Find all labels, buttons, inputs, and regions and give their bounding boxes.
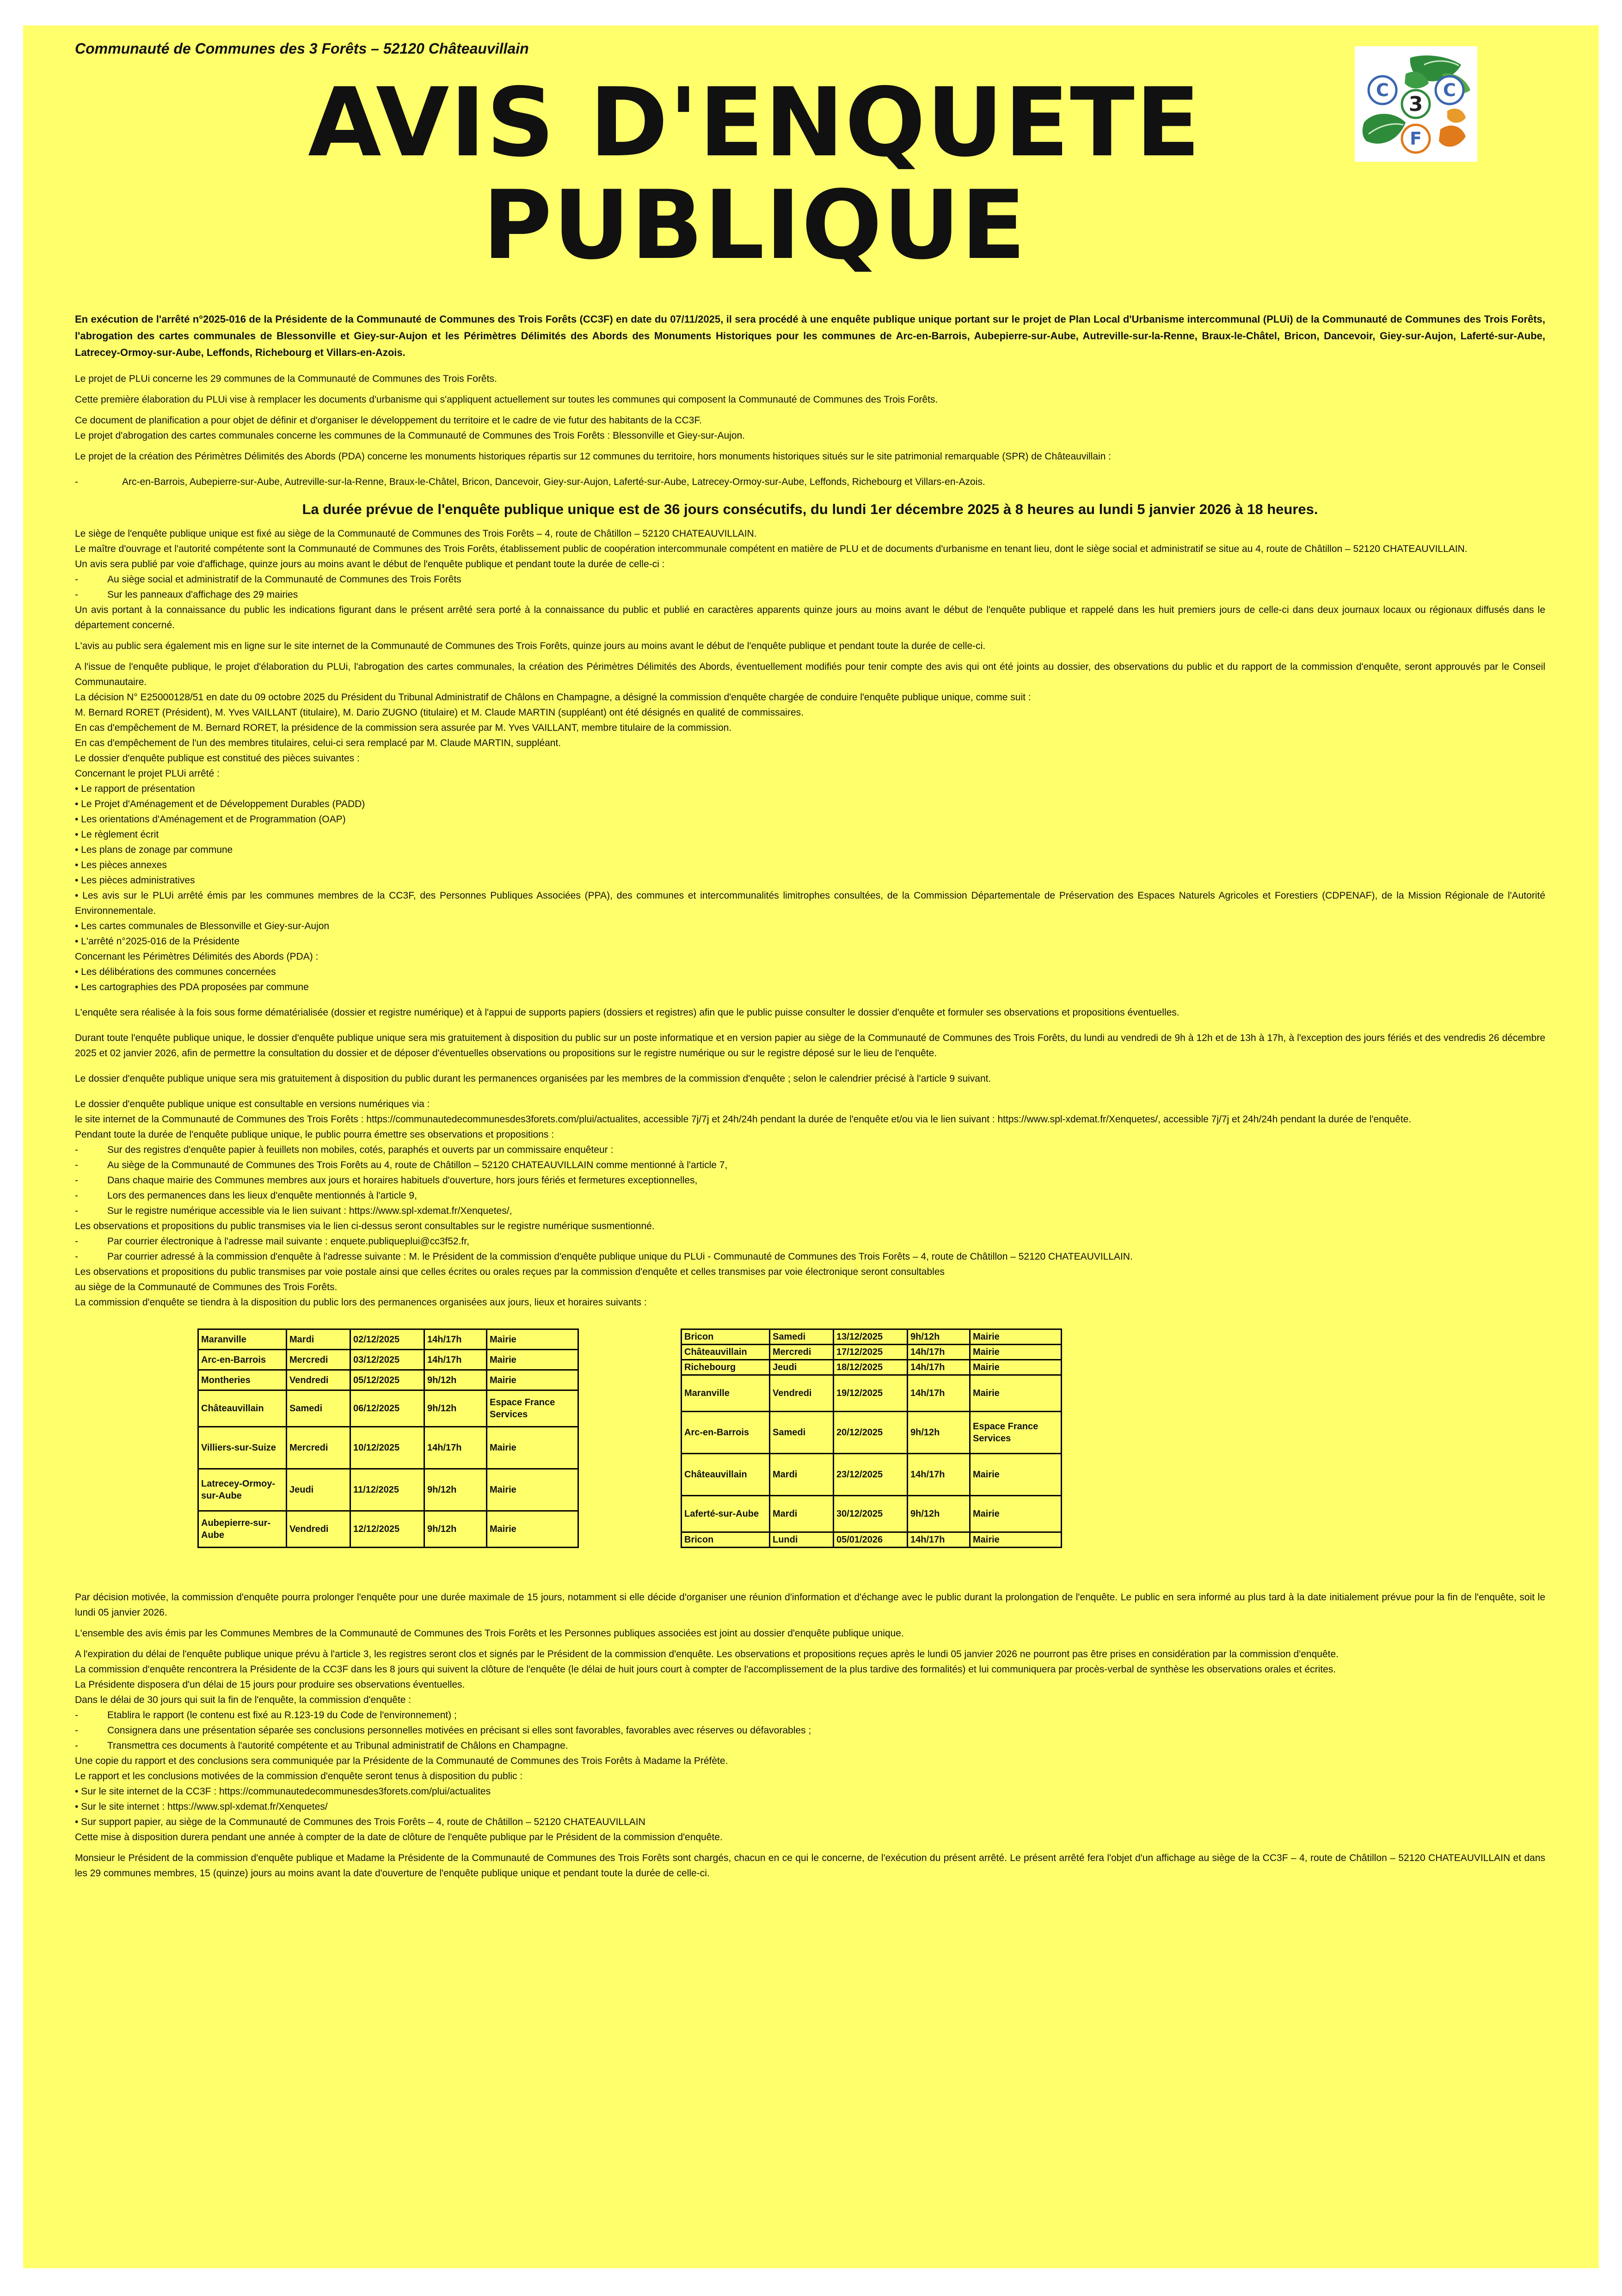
table-cell: 14h/17h: [908, 1345, 970, 1360]
table-row: [198, 1427, 578, 1469]
table-cell: Mairie: [970, 1329, 1062, 1345]
permanences-table-right: [681, 1329, 1062, 1548]
table-cell: 14h/17h: [908, 1532, 970, 1548]
table-row: [198, 1370, 578, 1390]
table-cell: 18/12/2025: [834, 1360, 908, 1375]
paragraph: La décision N° E25000128/51 en date du 09 octobre 2025 du Président du Tribunal Administratif de Châlons en Champagne, a désigné la commission d'enquête chargée de conduire l'enquête publique unique, comme suit :: [75, 692, 1031, 703]
paragraph: Le siège de l'enquête publique unique est fixé au siège de la Communauté de Communes des Trois Forêts – 4, route de Châtillon – 52120 CHATEAUVILLAIN.: [75, 528, 757, 539]
table-cell: Mercredi: [287, 1427, 350, 1469]
table-cell: 13/12/2025: [834, 1329, 908, 1345]
table-cell: Mardi: [287, 1329, 350, 1350]
table-cell: 9h/12h: [424, 1370, 487, 1390]
list-item: - Transmettra ces documents à l'autorité compétente et au Tribunal administratif de Châlons en Champagne.: [75, 1740, 568, 1751]
list-item: • Sur le site internet : https://www.spl-xdemat.fr/Xenquetes/: [75, 1801, 328, 1812]
paragraph: La commission d'enquête se tiendra à la disposition du public lors des permanences organisées aux jours, lieux et horaires suivants :: [75, 1297, 647, 1308]
table-row: [198, 1511, 578, 1548]
paragraph: au siège de la Communauté de Communes des Trois Forêts.: [75, 1282, 338, 1292]
table-row: [198, 1350, 578, 1370]
list-item: • Les cartographies des PDA proposées par commune: [75, 982, 309, 992]
table-cell: 20/12/2025: [834, 1412, 908, 1454]
list-item: • Les pièces administratives: [75, 875, 195, 886]
table-cell: 14h/17h: [424, 1350, 487, 1370]
intro-paragraph: En exécution de l'arrêté n°2025-016 de la Présidente de la Communauté de Communes des Trois Forêts (CC3F) en date du 07/11/2025, il sera procédé à une enquête publique unique portant sur le projet de Plan Local d'Urbanisme intercommunal (PLUi) de la Communauté de Communes des Trois Forêts, l'abrogation des cartes communales de Blessonville et Giey-sur-Aujon et les Périmètres Délimités des Abords des Monuments Historiques pour les communes de Arc-en-Barrois, Aubepierre-sur-Aube, Autreville-sur-la-Renne, Braux-le-Châtel, Bricon, Dancevoir, Giey-sur-Aujon, Laferté-sur-Aube, Latrecey-Ormoy-sur-Aube, Leffonds, Richebourg et Villars-en-Azois.: [75, 313, 1545, 358]
paragraph: Durant toute l'enquête publique unique, le dossier d'enquête publique unique sera mis gratuitement à disposition du public sur un poste informatique et en version papier au siège de la Communauté de Communes des Trois Forêts, du lundi au vendredi de 9h à 12h et de 13h à 17h, à l'exception des jours fériés et des vendredis 26 décembre 2025 et 02 janvier 2026, afin de permettre la consultation du dossier et de déposer d'éventuelles observations ou propositions sur le registre numérique ou sur le registre déposé sur le lieu de l'enquête.: [75, 1033, 1545, 1059]
paragraph: M. Bernard RORET (Président), M. Yves VAILLANT (titulaire), M. Dario ZUGNO (titulaire) et M. Claude MARTIN (suppléant) ont été désignés en qualité de commissaires.: [75, 707, 804, 718]
table-cell: 12/12/2025: [350, 1511, 424, 1548]
table-cell: 14h/17h: [424, 1427, 487, 1469]
table-cell: Mairie: [970, 1532, 1062, 1548]
permanences-table-left: [197, 1329, 579, 1548]
table-cell: 02/12/2025: [350, 1329, 424, 1350]
paragraph: Cette première élaboration du PLUi vise à remplacer les documents d'urbanisme qui s'appliquent actuellement sur toutes les communes qui composent la Communauté de Communes des Trois Forêts.: [75, 394, 938, 405]
list-item: - Au siège de la Communauté de Communes des Trois Forêts au 4, route de Châtillon – 52120 CHATEAUVILLAIN comme mentionné à l'article 7,: [75, 1160, 728, 1170]
table-cell: Montheries: [198, 1370, 287, 1390]
table-cell: 19/12/2025: [834, 1375, 908, 1412]
paragraph: Un avis portant à la connaissance du public les indications figurant dans le présent arrêté sera porté à la connaissance du public et publié en caractères apparents quinze jours au moins avant le début de l'enquête publique et rappelé dans les huit premiers jours de celle-ci dans deux journaux locaux ou régionaux diffusés dans le département concerné.: [75, 605, 1545, 631]
list-item: - Sur des registres d'enquête papier à feuillets non mobiles, cotés, paraphés et ouverts par un commissaire enquêteur :: [75, 1145, 614, 1155]
table-cell: Villiers-sur-Suize: [198, 1427, 287, 1469]
table-cell: Richebourg: [682, 1360, 770, 1375]
table-cell: Vendredi: [770, 1375, 834, 1412]
list-item: • Sur support papier, au siège de la Communauté de Communes des Trois Forêts – 4, route de Châtillon – 52120 CHATEAUVILLAIN: [75, 1817, 645, 1827]
list-item: • Les pièces annexes: [75, 860, 167, 870]
table-cell: 9h/12h: [424, 1511, 487, 1548]
table-cell: Mairie: [487, 1329, 578, 1350]
table-row: [682, 1360, 1062, 1375]
svg-text:F: F: [1410, 129, 1422, 149]
table-row: [682, 1329, 1062, 1345]
paragraph: Le dossier d'enquête publique est constitué des pièces suivantes :: [75, 753, 360, 764]
paragraph: L'ensemble des avis émis par les Communes Membres de la Communauté de Communes des Trois Forêts et les Personnes publiques associées est joint au dossier d'enquête publique unique.: [75, 1628, 904, 1639]
list-item: - Lors des permanences dans les lieux d'enquête mentionnés à l'article 9,: [75, 1190, 417, 1201]
table-cell: Mairie: [487, 1511, 578, 1548]
table-cell: Arc-en-Barrois: [682, 1412, 770, 1454]
table-cell: Châteauvillain: [682, 1345, 770, 1360]
list-item: • Le Projet d'Aménagement et de Développement Durables (PADD): [75, 799, 365, 809]
list-item: - Consignera dans une présentation séparée ses conclusions personnelles motivées en précisant si elles sont favorables, favorables avec réserves ou défavorables ;: [75, 1725, 811, 1736]
list-item: - Au siège social et administratif de la Communauté de Communes des Trois Forêts: [75, 574, 461, 585]
paragraph: Le dossier d'enquête publique unique est consultable en versions numériques via :: [75, 1099, 430, 1109]
table-cell: 03/12/2025: [350, 1350, 424, 1370]
permanences-tables: [197, 1329, 1545, 1548]
table-row: [682, 1375, 1062, 1412]
list-item: - Sur les panneaux d'affichage des 29 mairies: [75, 589, 298, 600]
svg-text:C: C: [1443, 80, 1456, 100]
list-item: - Arc-en-Barrois, Aubepierre-sur-Aube, Autreville-sur-la-Renne, Braux-le-Châtel, Bricon, Dancevoir, Giey-sur-Aujon, Laferté-sur-Aube, Latrecey-Ormoy-sur-Aube, Leffonds, Richebourg et Villars-en-Azois.: [75, 477, 985, 487]
list-item: - Par courrier adressé à la commission d'enquête à l'adresse suivante : M. le Président de la commission d'enquête publique unique du PLUi - Communauté de Communes des Trois Forêts – 4, route de Châtillon – 52120 CHATEAUVILLAIN.: [75, 1251, 1133, 1262]
paragraph: La commission d'enquête rencontrera la Présidente de la CC3F dans les 8 jours qui suivent la clôture de l'enquête (le délai de huit jours court à compter de l'accomplissement de la plus tardive des formalités) et lui communiquera par procès-verbal de synthèse les observations orales et écrites.: [75, 1664, 1336, 1675]
paragraph: A l'expiration du délai de l'enquête publique unique prévu à l'article 3, les registres seront clos et signés par le Président de la commission d'enquête. Les observations et propositions reçues après le lundi 05 janvier 2026 ne pourront pas être prises en considération par la commission d'enquête.: [75, 1649, 1339, 1659]
list-item: • Le rapport de présentation: [75, 784, 195, 794]
table-row: [682, 1345, 1062, 1360]
list-item: - Etablira le rapport (le contenu est fixé au R.123-19 du Code de l'environnement) ;: [75, 1710, 457, 1720]
paragraph: Le projet d'abrogation des cartes communales concerne les communes de la Communauté de Communes des Trois Forêts : Blessonville et Giey-sur-Aujon.: [75, 430, 745, 441]
table-cell: Laferté-sur-Aube: [682, 1496, 770, 1532]
table-row: [682, 1454, 1062, 1496]
paragraph: En cas d'empêchement de l'un des membres titulaires, celui-ci sera remplacé par M. Claude MARTIN, suppléant.: [75, 738, 561, 748]
title-line-1: AVIS D'ENQUETE: [308, 68, 1201, 178]
table-cell: Mairie: [970, 1345, 1062, 1360]
list-item: • Les délibérations des communes concernées: [75, 967, 276, 977]
table-cell: Châteauvillain: [682, 1454, 770, 1496]
table-cell: Mairie: [970, 1454, 1062, 1496]
table-cell: Arc-en-Barrois: [198, 1350, 287, 1370]
svg-text:3: 3: [1408, 92, 1423, 116]
table-cell: Vendredi: [287, 1511, 350, 1548]
table-cell: Espace France Services: [487, 1390, 578, 1427]
list-item: • L'arrêté n°2025-016 de la Présidente: [75, 936, 240, 947]
cc3f-logo: [1355, 46, 1477, 162]
notice-poster: [23, 25, 1599, 2268]
table-cell: Mairie: [487, 1427, 578, 1469]
table-cell: 06/12/2025: [350, 1390, 424, 1427]
list-item: • Les cartes communales de Blessonville et Giey-sur-Aujon: [75, 921, 330, 931]
paragraph: Les observations et propositions du public transmises par voie postale ainsi que celles écrites ou orales reçues par la commission d'enquête et celles transmises par voie électronique seront consultables: [75, 1267, 945, 1277]
table-cell: Latrecey-Ormoy-sur-Aube: [198, 1469, 287, 1511]
paragraph: Ce document de planification a pour objet de définir et d'organiser le développement du territoire et le cadre de vie futur des habitants de la CC3F.: [75, 415, 702, 426]
paragraph: L'enquête sera réalisée à la fois sous forme dématérialisée (dossier et registre numérique) et à l'appui de supports papiers (dossiers et registres) afin que le public puisse consulter le dossier d'enquête et formuler ses observations et propositions éventuelles.: [75, 1007, 1180, 1018]
list-item: - Par courrier électronique à l'adresse mail suivante : enquete.publiqueplui@cc3f52.fr,: [75, 1236, 469, 1247]
table-cell: Mairie: [970, 1375, 1062, 1412]
table-row: [198, 1469, 578, 1511]
table-cell: Jeudi: [287, 1469, 350, 1511]
table-cell: Lundi: [770, 1532, 834, 1548]
table-cell: 9h/12h: [908, 1412, 970, 1454]
paragraph: Un avis sera publié par voie d'affichage, quinze jours au moins avant le début de l'enquête publique et pendant toute la durée de celle-ci :: [75, 559, 665, 569]
list-item: • Les plans de zonage par commune: [75, 845, 233, 855]
table-cell: 05/01/2026: [834, 1532, 908, 1548]
table-cell: Maranville: [198, 1329, 287, 1350]
table-cell: 14h/17h: [908, 1375, 970, 1412]
table-cell: Mercredi: [770, 1345, 834, 1360]
table-cell: Vendredi: [287, 1370, 350, 1390]
table-cell: Mardi: [770, 1454, 834, 1496]
title-line-2: PUBLIQUE: [482, 171, 1027, 281]
paragraph: Le projet de PLUi concerne les 29 communes de la Communauté de Communes des Trois Forêts.: [75, 373, 497, 384]
paragraph: Concernant les Périmètres Délimités des Abords (PDA) :: [75, 951, 319, 962]
paragraph: Les observations et propositions du public transmises via le lien ci-dessus seront consultables sur le registre numérique susmentionné.: [75, 1221, 655, 1231]
table-cell: 9h/12h: [424, 1390, 487, 1427]
paragraph: La Présidente disposera d'un délai de 15 jours pour produire ses observations éventuelles.: [75, 1679, 465, 1690]
table-cell: Mardi: [770, 1496, 834, 1532]
paragraph: Cette mise à disposition durera pendant une année à compter de la date de clôture de l'enquête publique par le Président de la commission d'enquête.: [75, 1832, 723, 1843]
table-cell: 10/12/2025: [350, 1427, 424, 1469]
table-cell: 11/12/2025: [350, 1469, 424, 1511]
paragraph: Le rapport et les conclusions motivées de la commission d'enquête seront tenus à disposition du public :: [75, 1771, 523, 1782]
organization-header: Communauté de Communes des 3 Forêts – 52120 Châteauvillain: [75, 40, 529, 57]
table-cell: Mairie: [487, 1370, 578, 1390]
table-cell: Bricon: [682, 1329, 770, 1345]
svg-text:C: C: [1376, 80, 1389, 100]
table-row: [682, 1412, 1062, 1454]
notice-body: [75, 311, 1545, 1881]
table-cell: 14h/17h: [424, 1329, 487, 1350]
paragraph: le site internet de la Communauté de Communes des Trois Forêts : https://communautedecommunesdes3forets.com/plui/actualites, accessible 7j/7j et 24h/24h pendant la durée de l'enquête et/ou via le lien suivant : https://www.spl-xdemat.fr/Xenquetes/, accessible 7j/7j et 24h/24h pendant la durée de l'enquête.: [75, 1114, 1412, 1125]
paragraph: L'avis au public sera également mis en ligne sur le site internet de la Communauté de Communes des Trois Forêts, quinze jours au moins avant le début de l'enquête publique et pendant toute la durée de celle-ci.: [75, 641, 986, 651]
table-row: [682, 1496, 1062, 1532]
paragraph: Le projet de la création des Périmètres Délimités des Abords (PDA) concerne les monuments historiques répartis sur 12 communes du territoire, hors monuments historiques situés sur le site patrimonial remarquable (SPR) de Châteauvillain :: [75, 451, 1112, 462]
table-cell: 14h/17h: [908, 1360, 970, 1375]
table-row: [682, 1532, 1062, 1548]
table-cell: 14h/17h: [908, 1454, 970, 1496]
table-cell: Bricon: [682, 1532, 770, 1548]
paragraph: Pendant toute la durée de l'enquête publique unique, le public pourra émettre ses observations et propositions :: [75, 1129, 554, 1140]
enquiry-duration: La durée prévue de l'enquête publique unique est de 36 jours consécutifs, du lundi 1er décembre 2025 à 8 heures au lundi 5 janvier 2026 à 18 heures.: [302, 501, 1318, 517]
table-cell: 05/12/2025: [350, 1370, 424, 1390]
paragraph: Le dossier d'enquête publique unique sera mis gratuitement à disposition du public durant les permanences organisées par les membres de la commission d'enquête ; selon le calendrier précisé à l'article 9 suivant.: [75, 1073, 991, 1084]
table-cell: 9h/12h: [908, 1496, 970, 1532]
list-item: • Le règlement écrit: [75, 829, 159, 840]
page-title: [75, 68, 1434, 281]
list-item: • Les avis sur le PLUi arrêté émis par les communes membres de la CC3F, des Personnes Publiques Associées (PPA), des communes et intercommunalités limitrophes consultées, de la Commission Départementale de Préservation des Espaces Naturels Agricoles et Forestiers (CDPENAF), de la Mission Régionale de l'Autorité Environnementale.: [75, 890, 1545, 916]
table-row: [198, 1390, 578, 1427]
list-item: • Sur le site internet de la CC3F : https://communautedecommunesdes3forets.com/plui/actualites: [75, 1786, 491, 1797]
table-cell: 9h/12h: [908, 1329, 970, 1345]
paragraph: Par décision motivée, la commission d'enquête pourra prolonger l'enquête pour une durée maximale de 15 jours, notamment si elle décide d'organiser une réunion d'information et d'échange avec le public durant la prolongation de l'enquête. Le public en sera informé au plus tard à la date initialement prévue pour la fin de l'enquête, soit le lundi 05 janvier 2026.: [75, 1592, 1545, 1618]
table-cell: Espace France Services: [970, 1412, 1062, 1454]
table-cell: Samedi: [770, 1329, 834, 1345]
table-cell: 30/12/2025: [834, 1496, 908, 1532]
list-item: - Sur le registre numérique accessible via le lien suivant : https://www.spl-xdemat.fr/Xenquetes/,: [75, 1206, 512, 1216]
table-cell: Mairie: [487, 1350, 578, 1370]
table-cell: Jeudi: [770, 1360, 834, 1375]
paragraph: Concernant le projet PLUi arrêté :: [75, 768, 220, 779]
table-cell: Maranville: [682, 1375, 770, 1412]
paragraph: Le maître d'ouvrage et l'autorité compétente sont la Communauté de Communes des Trois Forêts, établissement public de coopération intercommunale compétent en matière de PLU et de documents d'urbanisme en tenant lieu, dont le siège social et administratif se situe au 4, route de Châtillon – 52120 CHATEAUVILLAIN.: [75, 544, 1468, 554]
table-cell: 17/12/2025: [834, 1345, 908, 1360]
table-cell: Samedi: [770, 1412, 834, 1454]
table-cell: Mairie: [970, 1360, 1062, 1375]
table-cell: Aubepierre-sur-Aube: [198, 1511, 287, 1548]
paragraph: A l'issue de l'enquête publique, le projet d'élaboration du PLUi, l'abrogation des cartes communales, la création des Périmètres Délimités des Abords, éventuellement modifiés pour tenir compte des avis qui ont été joints au dossier, des observations du public et du rapport de la commission d'enquête, seront approuvés par le Conseil Communautaire.: [75, 661, 1545, 687]
paragraph: Monsieur le Président de la commission d'enquête publique et Madame la Présidente de la Communauté de Communes des Trois Forêts sont chargés, chacun en ce qui le concerne, de l'exécution du présent arrêté. Le présent arrêté fera l'objet d'un affichage au siège de la CC3F – 4, route de Châtillon – 52120 CHATEAUVILLAIN et dans les 29 communes membres, 15 (quinze) jours au moins avant la date d'ouverture de l'enquête publique unique et pendant toute la durée de celle-ci.: [75, 1853, 1545, 1879]
table-cell: Mercredi: [287, 1350, 350, 1370]
table-cell: Châteauvillain: [198, 1390, 287, 1427]
table-cell: Samedi: [287, 1390, 350, 1427]
paragraph: Une copie du rapport et des conclusions sera communiquée par la Présidente de la Communauté de Communes des Trois Forêts à Madame la Préfète.: [75, 1756, 728, 1766]
table-cell: Mairie: [970, 1496, 1062, 1532]
paragraph: En cas d'empêchement de M. Bernard RORET, la présidence de la commission sera assurée par M. Yves VAILLANT, membre titulaire de la commission.: [75, 722, 732, 733]
table-cell: 23/12/2025: [834, 1454, 908, 1496]
table-row: [198, 1329, 578, 1350]
list-item: - Dans chaque mairie des Communes membres aux jours et horaires habituels d'ouverture, hors jours fériés et fermetures exceptionnelles,: [75, 1175, 698, 1186]
table-cell: 9h/12h: [424, 1469, 487, 1511]
paragraph: Dans le délai de 30 jours qui suit la fin de l'enquête, la commission d'enquête :: [75, 1695, 412, 1705]
list-item: • Les orientations d'Aménagement et de Programmation (OAP): [75, 814, 346, 825]
table-cell: Mairie: [487, 1469, 578, 1511]
